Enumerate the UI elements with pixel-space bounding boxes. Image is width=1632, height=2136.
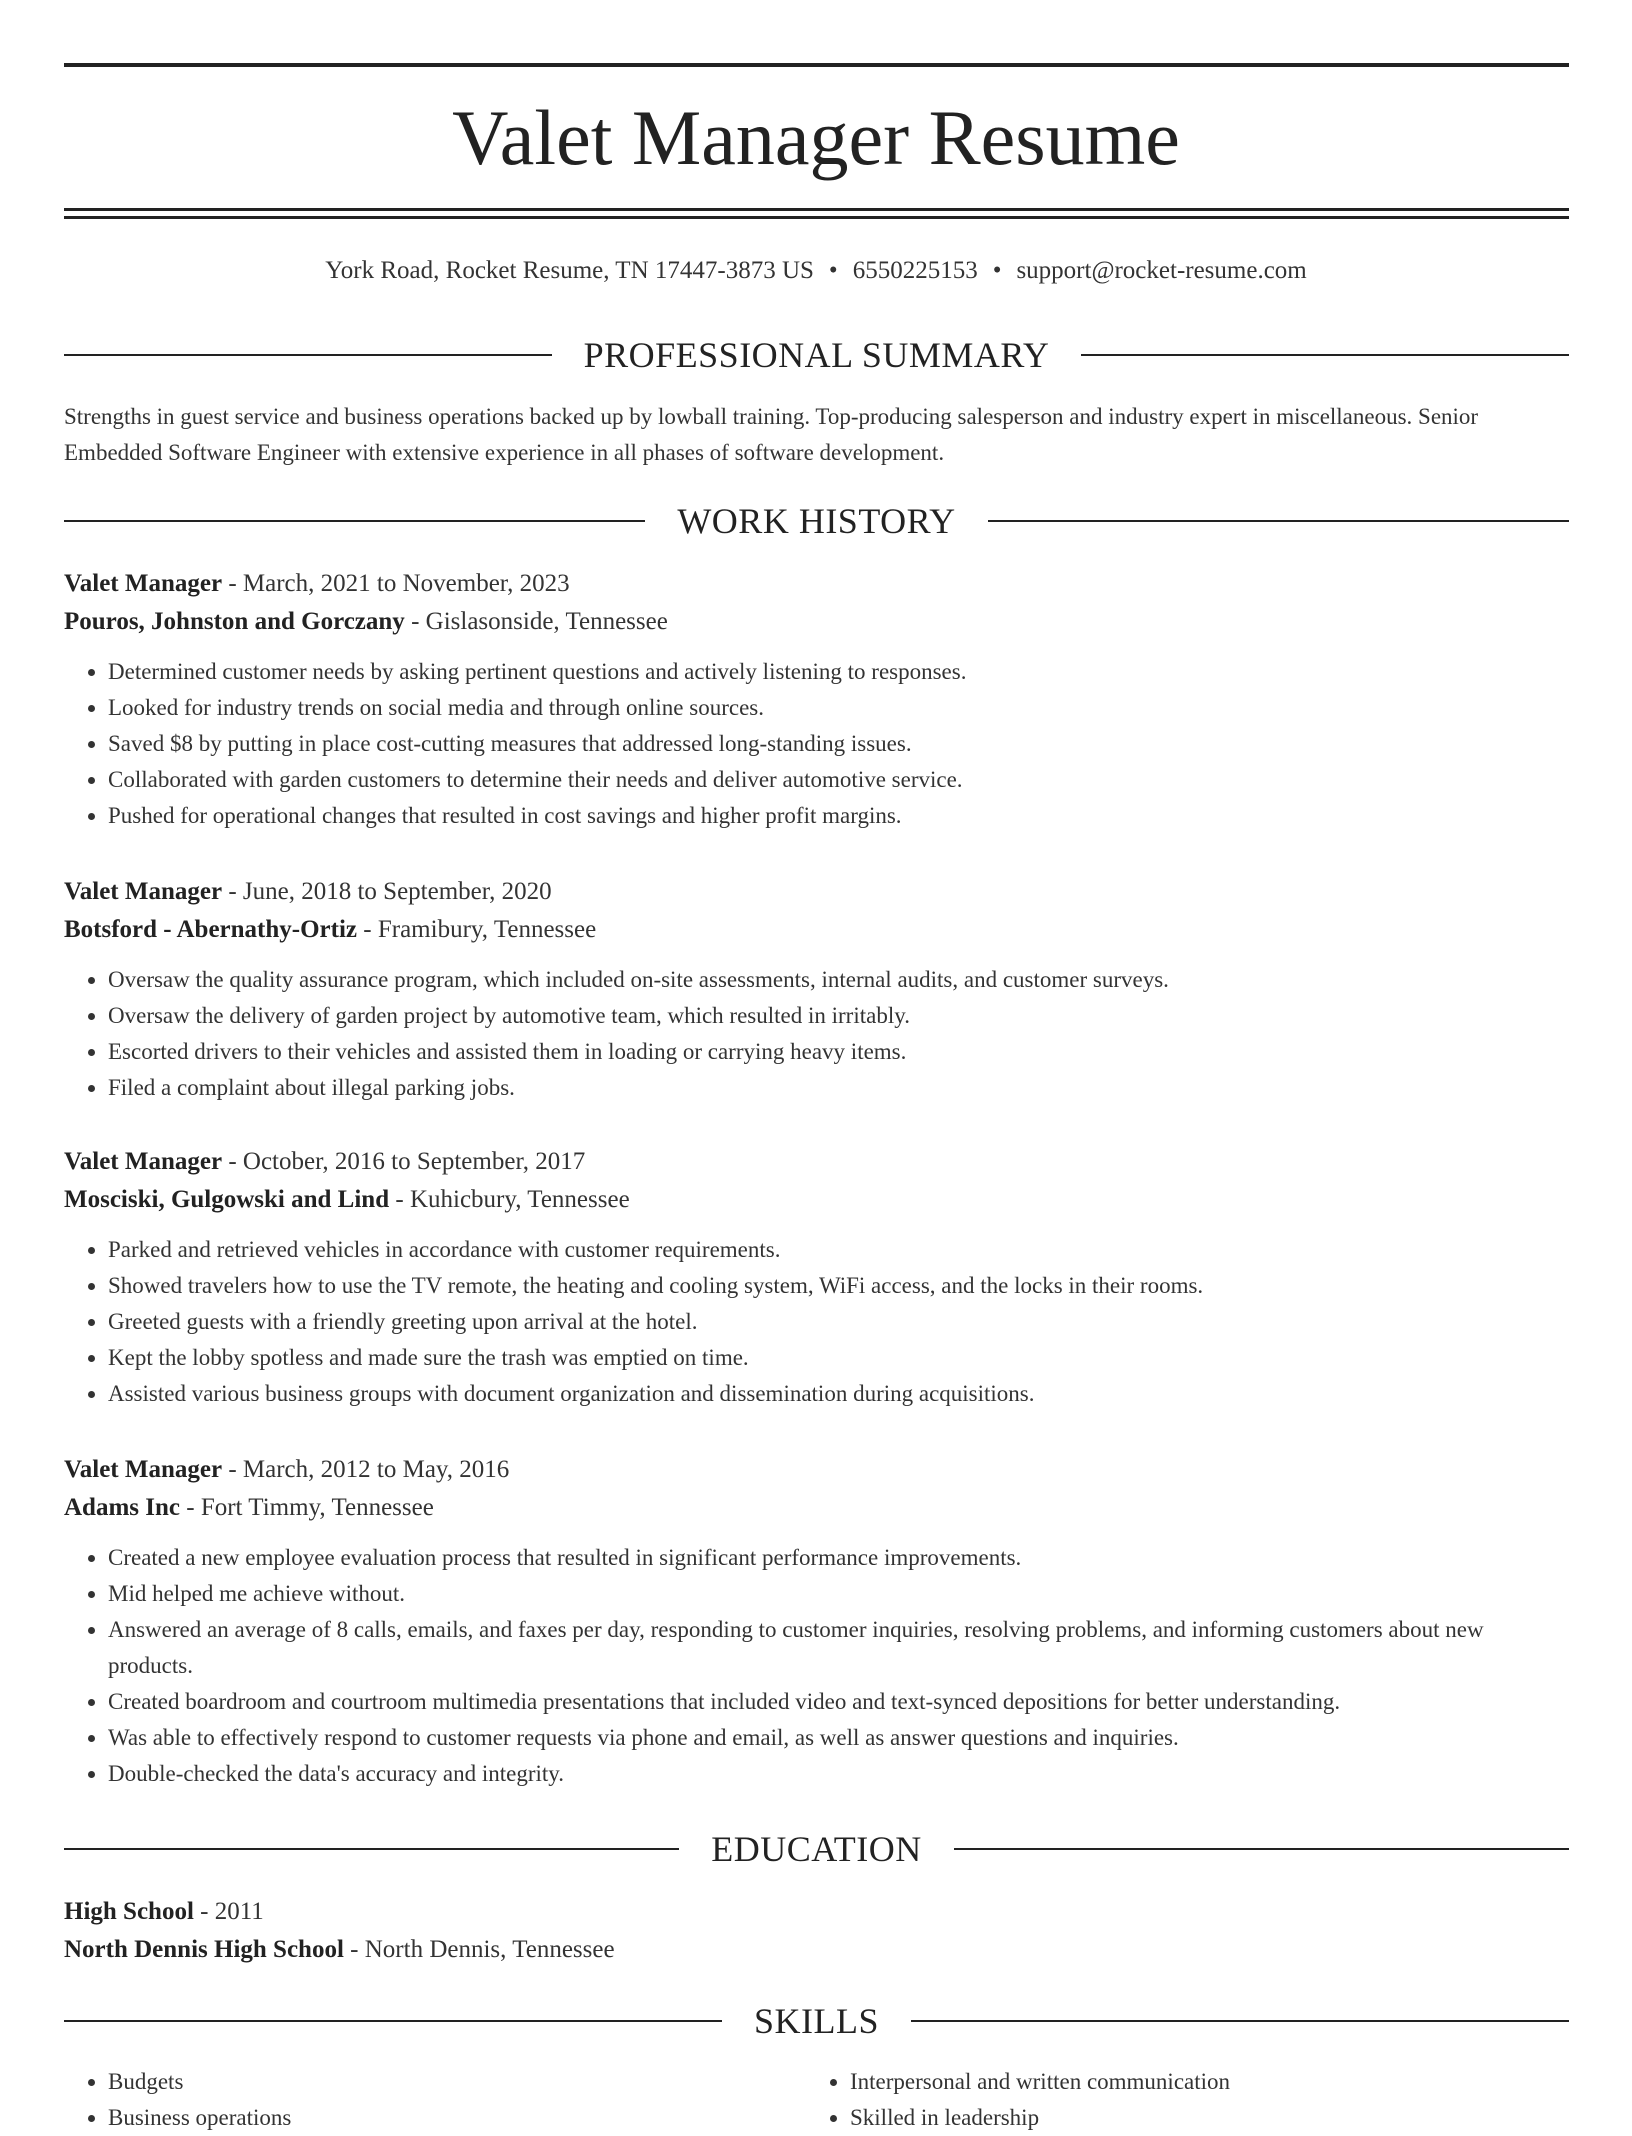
- job-entry: [64, 1144, 1574, 1412]
- job-company-line: [64, 604, 1574, 642]
- job-company: Botsford - Abernathy-Ortiz: [64, 916, 358, 943]
- section-heading-skills: [64, 1998, 1569, 2044]
- job-bullet: • Created a new employee evaluation process that resulted in significant performance improvements.: [108, 1540, 1574, 1576]
- skill-item: • Business operations: [108, 2100, 806, 2136]
- job-bullet: • Looked for industry trends on social media and through online sources.: [108, 690, 1574, 726]
- job-bullet: • Escorted drivers to their vehicles and assisted them in loading or carrying heavy items.: [108, 1034, 1574, 1070]
- section-heading-summary: [64, 332, 1569, 378]
- education-degree-line: [64, 1894, 1574, 1932]
- section-rule-right: [911, 2020, 1569, 2022]
- job-entry: [64, 1452, 1574, 1792]
- skill-item: • Skilled in leadership: [850, 2100, 1548, 2136]
- education-location: - North Dennis, Tennessee: [343, 1936, 615, 1963]
- job-bullets: [64, 1232, 1574, 1412]
- job-bullet: • Created boardroom and courtroom multimedia presentations that included video and text-synced depositions for better understanding.: [108, 1684, 1574, 1720]
- skills-list: [64, 2064, 1569, 2136]
- job-bullet: • Oversaw the delivery of garden project by automotive team, which resulted in irritably.: [108, 998, 1574, 1034]
- job-dates: - October, 2016 to September, 2017: [222, 1148, 586, 1175]
- job-bullets: [64, 654, 1574, 834]
- job-location: - Kuhicbury, Tennessee: [389, 1186, 630, 1213]
- job-company: Mosciski, Gulgowski and Lind: [64, 1186, 390, 1213]
- section-title: PROFESSIONAL SUMMARY: [583, 335, 1050, 375]
- section-heading-education: [64, 1826, 1569, 1872]
- contact-line: [0, 254, 1632, 288]
- job-entry: [64, 566, 1574, 834]
- skill-item: • Interpersonal and written communication: [850, 2064, 1548, 2100]
- summary-text: Strengths in guest service and business operations backed up by lowball training. Top-producing salesperson and industry expert in miscellaneous. Senior Embedded Software Engineer with extensive experience in all phases of software development.: [64, 404, 1479, 465]
- education-degree: High School: [64, 1898, 194, 1925]
- job-bullet: • Collaborated with garden customers to determine their needs and deliver automotive service.: [108, 762, 1574, 798]
- job-title: Valet Manager: [64, 570, 223, 597]
- section-rule-left: [64, 2020, 722, 2022]
- skills-column-right: [806, 2064, 1548, 2136]
- section-rule-left: [64, 354, 552, 356]
- job-bullet: • Oversaw the quality assurance program, which included on-site assessments, internal audits, and customer surveys.: [108, 962, 1574, 998]
- job-entry: [64, 874, 1574, 1106]
- job-title: Valet Manager: [64, 1456, 223, 1483]
- contact-email: support@rocket-resume.com: [1016, 257, 1307, 284]
- job-bullet: • Answered an average of 8 calls, emails, and faxes per day, responding to customer inquiries, resolving problems, and informing customers about new products.: [108, 1612, 1574, 1684]
- job-bullet: • Parked and retrieved vehicles in accordance with customer requirements.: [108, 1232, 1574, 1268]
- job-bullet: • Greeted guests with a friendly greeting upon arrival at the hotel.: [108, 1304, 1574, 1340]
- skills-column-left: [64, 2064, 806, 2136]
- header-bottom-rule-1: [64, 208, 1569, 211]
- job-company-line: [64, 1182, 1574, 1220]
- page-title: Valet Manager Resume: [452, 94, 1180, 181]
- job-bullet: • Determined customer needs by asking pertinent questions and actively listening to responses.: [108, 654, 1574, 690]
- job-bullet: • Mid helped me achieve without.: [108, 1576, 1574, 1612]
- education-school: North Dennis High School: [64, 1936, 344, 1963]
- contact-address: York Road, Rocket Resume, TN 17447-3873 US: [325, 257, 814, 284]
- job-dates: - March, 2021 to November, 2023: [222, 570, 570, 597]
- job-bullet: • Filed a complaint about illegal parking jobs.: [108, 1070, 1574, 1106]
- job-location: - Gislasonside, Tennessee: [404, 608, 668, 635]
- contact-phone: 6550225153: [852, 257, 978, 284]
- header-top-rule: [64, 63, 1569, 67]
- section-rule-right: [954, 1848, 1569, 1850]
- job-company-line: [64, 912, 1574, 950]
- job-title-line: [64, 1144, 1574, 1182]
- job-bullet: • Kept the lobby spotless and made sure the trash was emptied on time.: [108, 1340, 1574, 1376]
- job-dates: - March, 2012 to May, 2016: [222, 1456, 510, 1483]
- job-dates: - June, 2018 to September, 2020: [222, 878, 552, 905]
- job-location: - Fort Timmy, Tennessee: [180, 1494, 434, 1521]
- section-rule-right: [988, 520, 1569, 522]
- job-company-line: [64, 1490, 1574, 1528]
- job-bullets: [64, 1540, 1574, 1792]
- job-location: - Framibury, Tennessee: [357, 916, 597, 943]
- section-title: EDUCATION: [711, 1829, 922, 1869]
- job-bullet: • Assisted various business groups with document organization and dissemination during acquisitions.: [108, 1376, 1574, 1412]
- section-rule-left: [64, 1848, 679, 1850]
- skill-item: • Budgets: [108, 2064, 806, 2100]
- section-title: WORK HISTORY: [677, 501, 956, 541]
- header-bottom-rule-2: [64, 216, 1569, 219]
- section-rule-right: [1081, 354, 1569, 356]
- job-bullets: [64, 962, 1574, 1106]
- job-bullet: • Was able to effectively respond to customer requests via phone and email, as well as answer questions and inquiries.: [108, 1720, 1574, 1756]
- education-year: - 2011: [193, 1898, 264, 1925]
- contact-separator: •: [992, 257, 1002, 284]
- job-company: Adams Inc: [64, 1494, 180, 1521]
- education-entry: [64, 1894, 1574, 1970]
- job-title-line: [64, 566, 1574, 604]
- contact-separator: •: [828, 257, 838, 284]
- section-rule-left: [64, 520, 645, 522]
- section-title: SKILLS: [754, 2001, 880, 2041]
- job-bullet: • Showed travelers how to use the TV remote, the heating and cooling system, WiFi access, and the locks in their rooms.: [108, 1268, 1574, 1304]
- section-heading-work-history: [64, 498, 1569, 544]
- job-bullet: • Pushed for operational changes that resulted in cost savings and higher profit margins.: [108, 798, 1574, 834]
- job-title-line: [64, 1452, 1574, 1490]
- job-bullet: • Saved $8 by putting in place cost-cutting measures that addressed long-standing issues.: [108, 726, 1574, 762]
- job-title: Valet Manager: [64, 1148, 223, 1175]
- job-company: Pouros, Johnston and Gorczany: [64, 608, 405, 635]
- job-bullet: • Double-checked the data's accuracy and integrity.: [108, 1756, 1574, 1792]
- job-title-line: [64, 874, 1574, 912]
- job-title: Valet Manager: [64, 878, 223, 905]
- education-school-line: [64, 1932, 1574, 1970]
